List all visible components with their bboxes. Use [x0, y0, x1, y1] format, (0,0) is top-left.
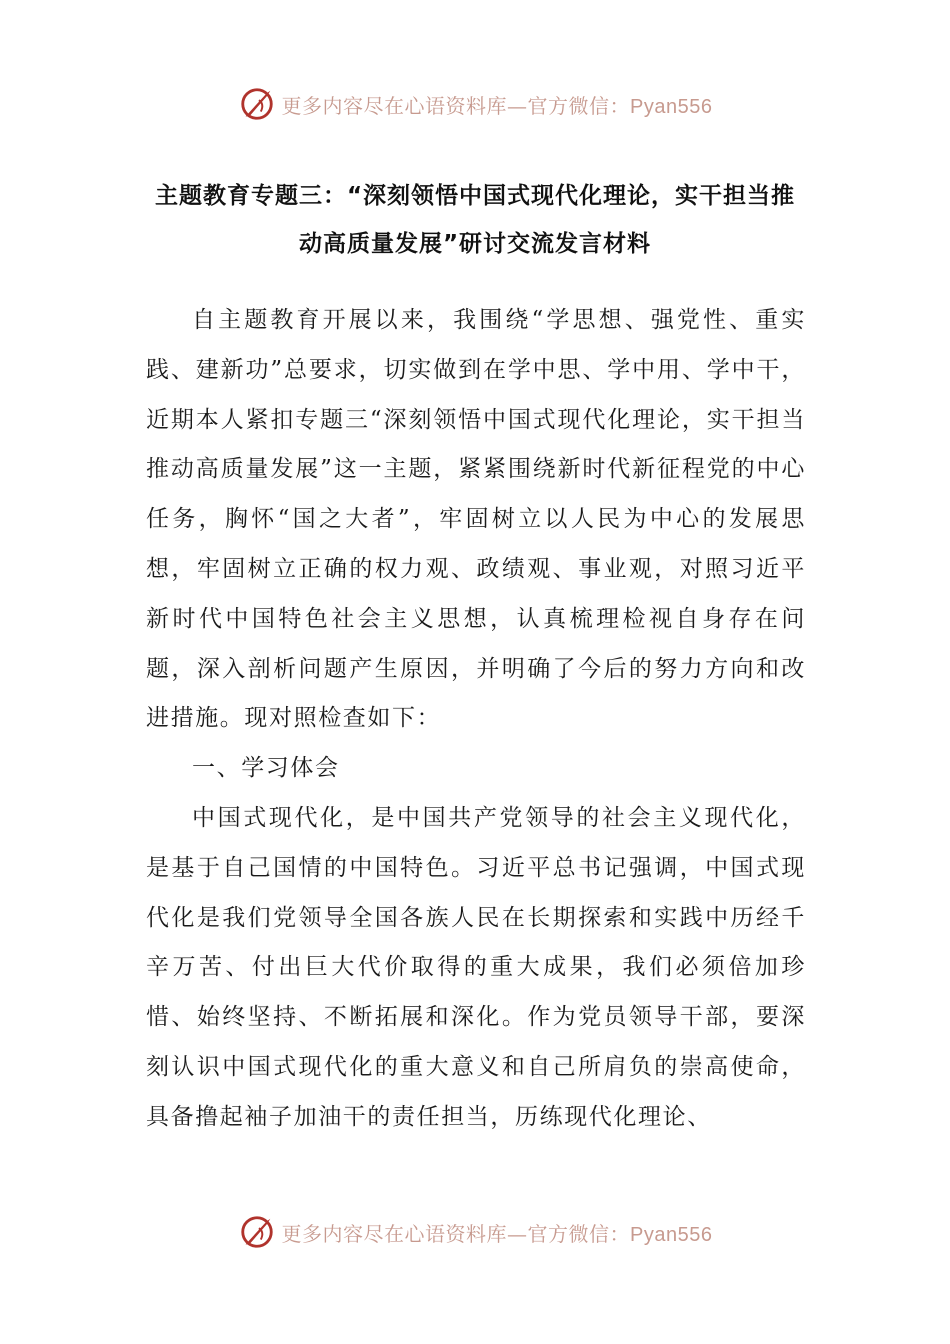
wechat-id: Pyan556 — [630, 1223, 713, 1246]
watermark-text: 更多内容尽在心语资料库—官方微信：Pyan556 — [281, 93, 713, 118]
document-title: 主题教育专题三：“深刻领悟中国式现代化理论，实干担当推动高质量发展”研讨交流发言材料 — [154, 183, 796, 257]
wechat-id: Pyan556 — [630, 95, 713, 118]
header-watermark — [0, 80, 950, 128]
document-body — [146, 296, 806, 1143]
watermark-text: 更多内容尽在心语资料库—官方微信：Pyan556 — [281, 1221, 713, 1246]
quill-logo-icon — [238, 85, 276, 123]
paragraph-intro: 自主题教育开展以来，我围绕“学思想、强党性、重实践、建新功”总要求，切实做到在学中思、学中用、学中干，近期本人紧扣专题三“深刻领悟中国式现代化理论，实干担当推动高质量发展”这一主题，紧紧围绕新时代新征程党的中心任务，胸怀“国之大者”，牢固树立以人民为中心的发展思想，牢固树立正确的权力观、政绩观、事业观，对照习近平新时代中国特色社会主义思想，认真梳理检视自身存在问题，深入剖析问题产生原因，并明确了今后的努力方向和改进措施。现对照检查如下： — [146, 307, 806, 732]
paragraph-study: 中国式现代化，是中国共产党领导的社会主义现代化，是基于自己国情的中国特色。习近平总书记强调，中国式现代化是我们党领导全国各族人民在长期探索和实践中历经千辛万苦、付出巨大代价取得的重大成果，我们必须倍加珍惜、始终坚持、不断拓展和深化。作为党员领导干部，要深刻认识中国式现代化的重大意义和自己所肩负的崇高使命，具备撸起袖子加油干的责任担当，历练现代化理论、 — [146, 804, 806, 1130]
quill-logo-icon — [238, 1213, 276, 1251]
section-heading: 一、学习体会 — [192, 755, 340, 782]
footer-watermark — [0, 1208, 950, 1256]
